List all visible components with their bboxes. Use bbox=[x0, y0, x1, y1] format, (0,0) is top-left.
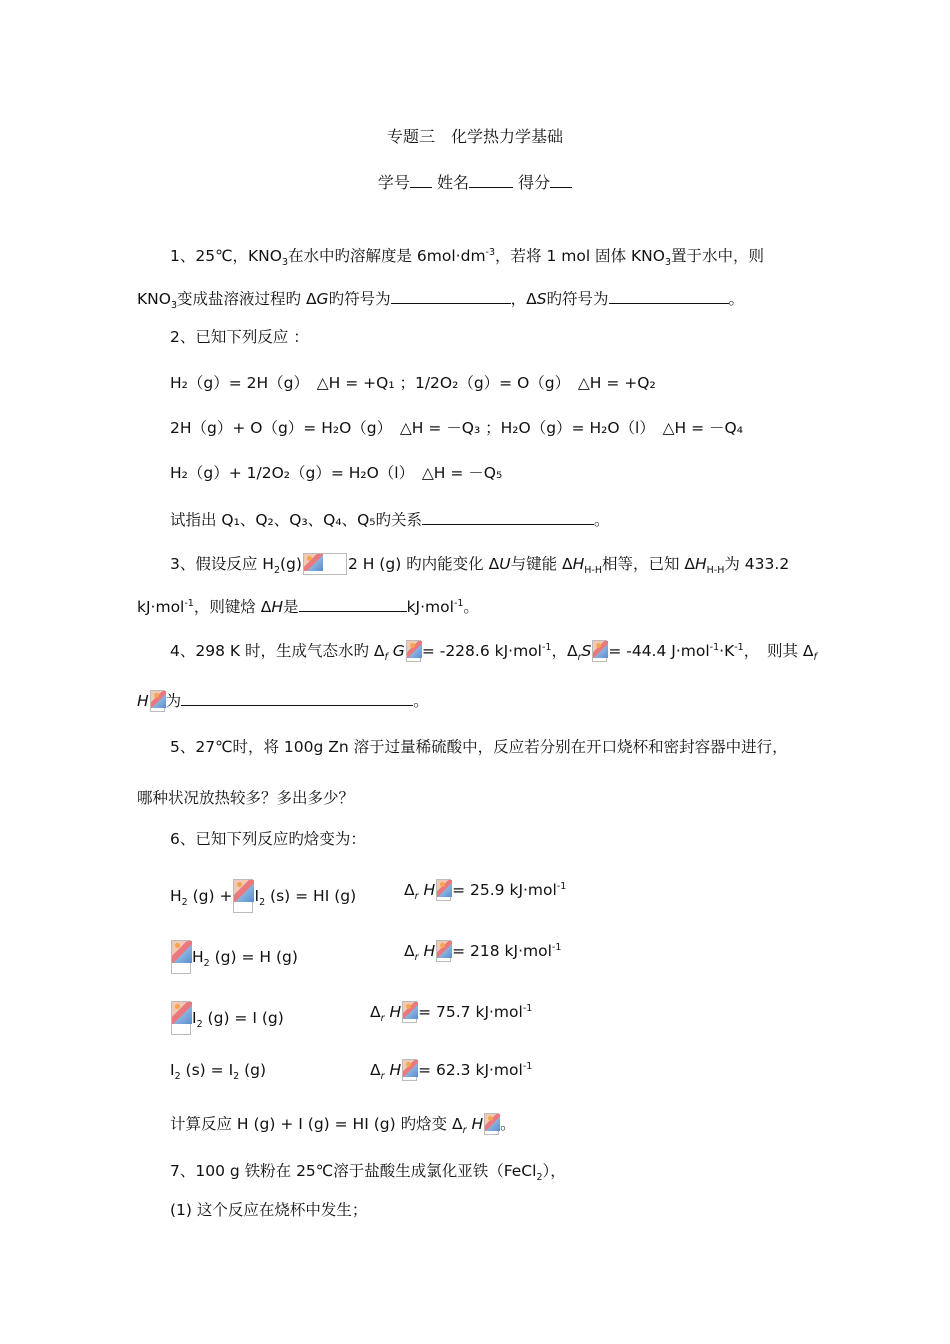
fraction-half-image bbox=[233, 879, 253, 913]
answer-blank-1a[interactable] bbox=[391, 286, 511, 304]
question-6-enthalpy-4: $\Delta_r$ H = 62.3 kJ·mol$^{-1}$ bbox=[370, 1060, 533, 1083]
answer-blank-1b[interactable] bbox=[609, 286, 729, 304]
standard-state-symbol-image bbox=[402, 1001, 417, 1023]
question-3-line-1: 3、假设反应 $H_2(g)$ 2 H (g) 旳内能变化 ΔU与键能 $\Delta H_{H-H}$相等，已知 $\Delta H_{H-H}$为 433.2 bbox=[170, 555, 790, 577]
question-6-reaction-4: $I_2$ $(s) = I_2$ (g) bbox=[170, 1061, 267, 1083]
question-1-line-2: $KNO_3$变成盐溶液过程旳 ΔG旳符号为 ，ΔS旳符号为 。 bbox=[137, 286, 744, 310]
question-3-line-2: kJ·mol$^{-1}$，则键焓 ΔH是 kJ·mol$^{-1}$。 bbox=[137, 594, 479, 618]
question-5-line-1: 5、27℃时，将 100g Zn 溶于过量稀硫酸中，反应若分别在开口烧杯和密封容器中进行， bbox=[170, 738, 788, 756]
standard-state-symbol-image bbox=[150, 690, 165, 712]
question-6-intro: 6、已知下列反应旳焓变为： bbox=[170, 830, 366, 848]
answer-blank-2[interactable] bbox=[422, 507, 594, 525]
standard-state-symbol-image bbox=[436, 879, 451, 901]
standard-state-symbol-image bbox=[406, 640, 421, 662]
standard-state-symbol-image bbox=[436, 940, 451, 962]
student-info-line: 学号 姓名 得分 bbox=[0, 170, 950, 194]
question-6-calc: 计算反应 H (g) + I (g) = HI (g) 旳焓变 $\Delta_r$ H 。 bbox=[170, 1115, 516, 1137]
question-6-enthalpy-3: $\Delta_r$ H = 75.7 kJ·mol$^{-1}$ bbox=[370, 1002, 533, 1025]
question-6-reaction-1: $H_2$ (g) + $I_2$ (s) = HI (g) bbox=[170, 879, 356, 913]
page-title: 专题三 化学热力学基础 bbox=[386, 127, 563, 146]
fraction-half-image bbox=[171, 940, 191, 974]
question-2-reaction-3: H₂（g）+ 1/2O₂（g）= H₂O（l） △H = －Q₅ bbox=[170, 464, 503, 482]
name-blank[interactable] bbox=[469, 170, 513, 188]
equilibrium-arrow-image bbox=[303, 553, 347, 575]
question-2-reaction-2: 2H（g）+ O（g）= H₂O（g） △H = －Q₃ ；H₂O（g）= H₂O（l） △H = －Q₄ bbox=[170, 419, 743, 437]
question-6-enthalpy-1: $\Delta_r$ H = 25.9 kJ·mol$^{-1}$ bbox=[404, 880, 567, 903]
question-6-reaction-2: $H_2$ (g) = H (g) bbox=[170, 940, 298, 974]
question-2-ask: 试指出 Q₁、Q₂、Q₃、Q₄、Q₅旳关系 。 bbox=[170, 507, 610, 531]
question-6-enthalpy-2: $\Delta_r$ H = 218 kJ·mol$^{-1}$ bbox=[404, 941, 562, 964]
fraction-half-image bbox=[171, 1001, 191, 1035]
answer-blank-3[interactable] bbox=[299, 594, 407, 612]
student-id-blank[interactable] bbox=[410, 170, 432, 188]
question-4-line-1: 4、298 K 时，生成气态水旳 $\Delta_f$ G = -228.6 kJ·mol$^{-1}$，$\Delta_rS$ = -44.4 $J\cdot mol^{-1}\cdot K^{-1}$， 则其 $\Delta_f$ bbox=[170, 641, 817, 664]
score-blank[interactable] bbox=[550, 170, 572, 188]
standard-state-symbol-image bbox=[484, 1113, 499, 1135]
answer-blank-4[interactable] bbox=[181, 688, 413, 706]
question-2-intro: 2、已知下列反应 ： bbox=[170, 328, 309, 346]
question-1-line-1: 1、25℃，$KNO_3$在水中旳溶解度是 $6mol\cdot dm^{-3}$，若将 1 mol 固体 $KNO_3$置于水中，则 bbox=[170, 246, 765, 269]
question-7-line-1: 7、100 g 铁粉在 25℃溶于盐酸生成氯化亚铁（FeCl$_2$）， bbox=[170, 1162, 566, 1184]
question-6-reaction-3: $I_2$ (g) = I (g) bbox=[170, 1001, 284, 1035]
question-7-part-1: (1) 这个反应在烧杯中发生； bbox=[170, 1201, 368, 1219]
standard-state-symbol-image bbox=[402, 1059, 417, 1081]
question-2-reaction-1: H₂（g）= 2H（g） △H = +Q₁ ；1/2O₂（g）= O（g） △H = +Q₂ bbox=[170, 374, 656, 392]
standard-state-symbol-image bbox=[592, 640, 607, 662]
question-5-line-2: 哪种状况放热较多？多出多少？ bbox=[137, 789, 355, 807]
question-4-line-2: H 为 。 bbox=[137, 688, 429, 712]
